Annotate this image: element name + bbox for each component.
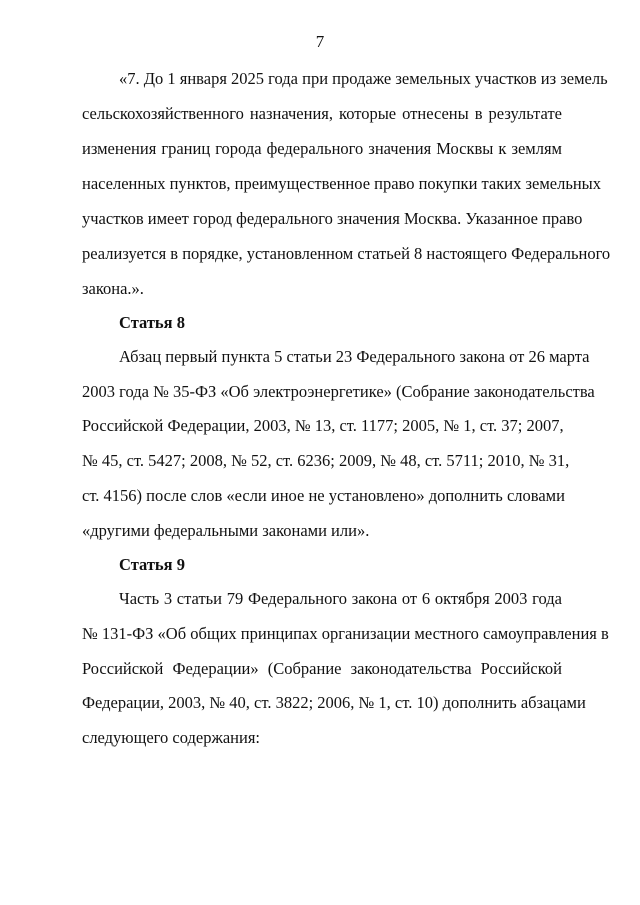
text-line: № 131-ФЗ «Об общих принципах организации местного самоуправления в <box>82 624 609 643</box>
text-line: Абзац первый пункта 5 статьи 23 Федерального закона от 26 марта <box>119 347 590 366</box>
text-line: Российской Федерации, 2003, № 13, ст. 1177; 2005, № 1, ст. 37; 2007, <box>82 416 564 435</box>
page-number: 7 <box>315 32 325 51</box>
text-line: изменения границ города федерального значения Москвы к землям <box>82 139 562 158</box>
text-line: ст. 4156) после слов «если иное не установлено» дополнить словами <box>82 486 565 505</box>
text-line: Российской Федерации» (Собрание законодательства Российской <box>82 659 562 678</box>
text-line: следующего содержания: <box>82 728 261 747</box>
text-line: № 45, ст. 5427; 2008, № 52, ст. 6236; 2009, № 48, ст. 5711; 2010, № 31, <box>82 451 570 470</box>
text-line: «другими федеральными законами или». <box>82 521 370 540</box>
text-line: населенных пунктов, преимущественное право покупки таких земельных <box>82 174 602 193</box>
text-line: реализуется в порядке, установленном статьей 8 настоящего Федерального <box>82 244 611 263</box>
article-8-heading: Статья 8 <box>119 313 185 332</box>
text-line: «7. До 1 января 2025 года при продаже земельных участков из земель <box>119 69 608 88</box>
article-9-heading: Статья 9 <box>119 555 185 574</box>
text-line: участков имеет город федерального значения Москва. Указанное право <box>82 209 583 228</box>
text-line: Федерации, 2003, № 40, ст. 3822; 2006, № 1, ст. 10) дополнить абзацами <box>82 693 586 712</box>
text-line: закона.». <box>82 279 144 298</box>
text-line: сельскохозяйственного назначения, которые отнесены в результате <box>82 104 562 123</box>
text-line: 2003 года № 35-ФЗ «Об электроэнергетике» (Собрание законодательства <box>82 382 595 401</box>
text-line: Часть 3 статьи 79 Федерального закона от 6 октября 2003 года <box>119 589 562 608</box>
